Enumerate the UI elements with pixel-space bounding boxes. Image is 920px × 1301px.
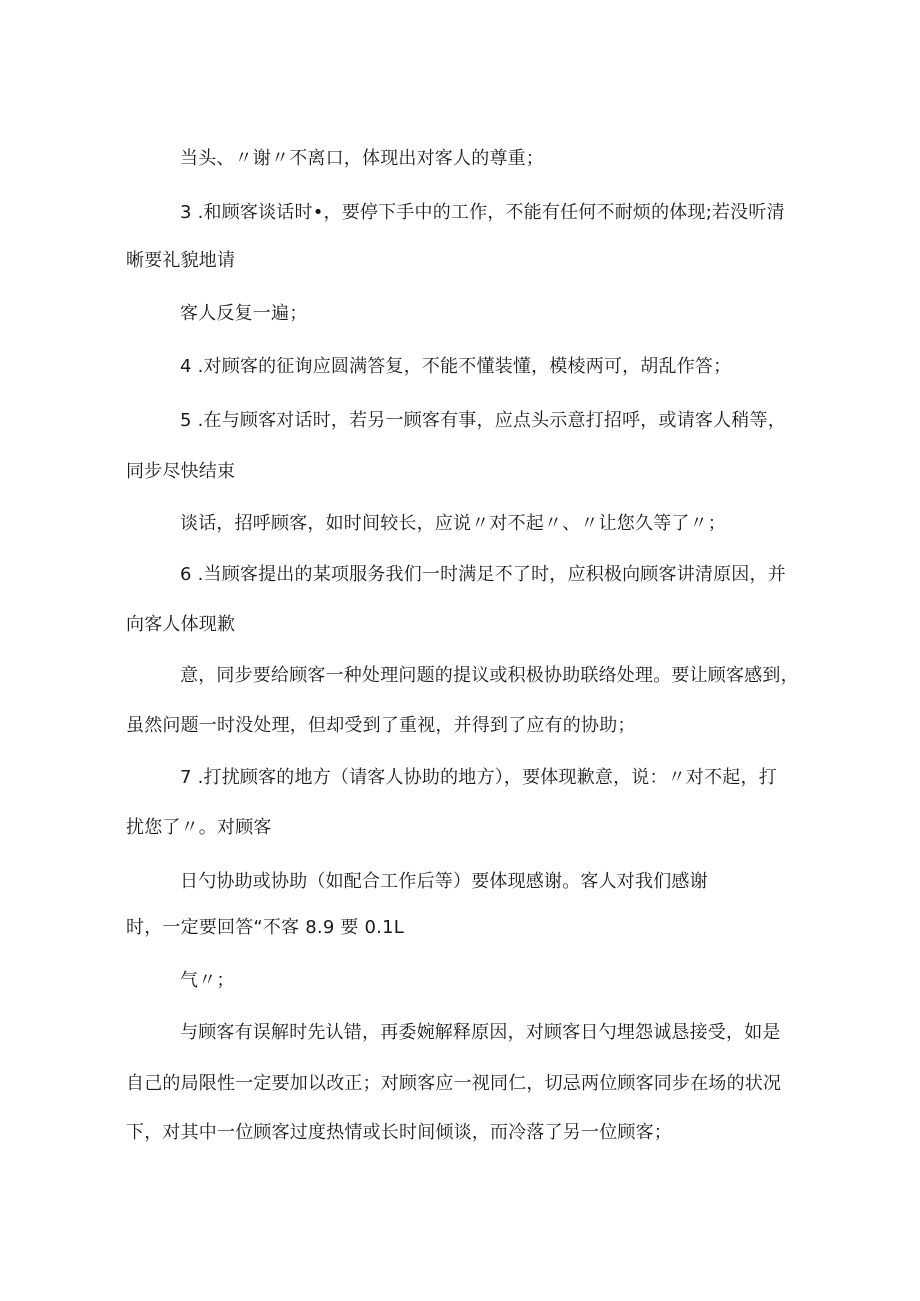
text-line: 客人反复一遍； (180, 303, 308, 324)
text-line: 气〃； (180, 970, 235, 991)
text-line: 7 .打扰顾客的地方（请客人协助的地方），要体现歉意，说：〃对不起，打 (180, 767, 777, 788)
text-line: 日勺协助或协助（如配合工作后等）要体现感谢。客人对我们感谢 (180, 871, 708, 892)
text-line: 意，同步要给顾客一种处理问题的提议或积极协助联络处理。要让顾客感到， (180, 665, 799, 686)
text-line: 同步尽快结束 (126, 461, 236, 482)
text-line: 晰要礼貌地请 (126, 250, 236, 271)
text-line: 3 .和顾客谈话时•，要停下手中的工作，不能有任何不耐烦的体现;若没听清 (180, 202, 785, 223)
text-line: 谈话，招呼顾客，如时间较长，应说〃对不起〃、〃让您久等了〃； (180, 513, 726, 534)
text-line: 下，对其中一位顾客过度热情或长时间倾谈，而冷落了另一位顾客； (126, 1122, 672, 1143)
text-line: 5 .在与顾客对话时，若另一顾客有事，应点头示意打招呼，或请客人稍等， (180, 410, 786, 431)
text-line: 虽然问题一时没处理，但却受到了重视，并得到了应有的协助； (126, 715, 636, 736)
text-line: 4 .对顾客的征询应圆满答复，不能不懂装懂，模棱两可，胡乱作答； (180, 356, 732, 377)
text-line: 扰您了〃。对顾客 (126, 817, 272, 838)
text-line: 与顾客有误解时先认错，再委婉解释原因，对顾客日勺埋怨诚恳接受，如是 (180, 1022, 781, 1043)
text-line: 向客人体现歉 (126, 614, 236, 635)
text-line: 6 .当顾客提出的某项服务我们一时满足不了时，应积极向顾客讲清原因，并 (180, 564, 786, 585)
text-line: 当头、〃谢〃不离口，体现出对客人的尊重； (180, 148, 544, 169)
text-line: 时，一定要回答“不客 8.9 要 0.1L (126, 917, 404, 938)
text-line: 自己的局限性一定要加以改正；对顾客应一视同仁，切忌两位顾客同步在场的状况 (126, 1073, 782, 1094)
